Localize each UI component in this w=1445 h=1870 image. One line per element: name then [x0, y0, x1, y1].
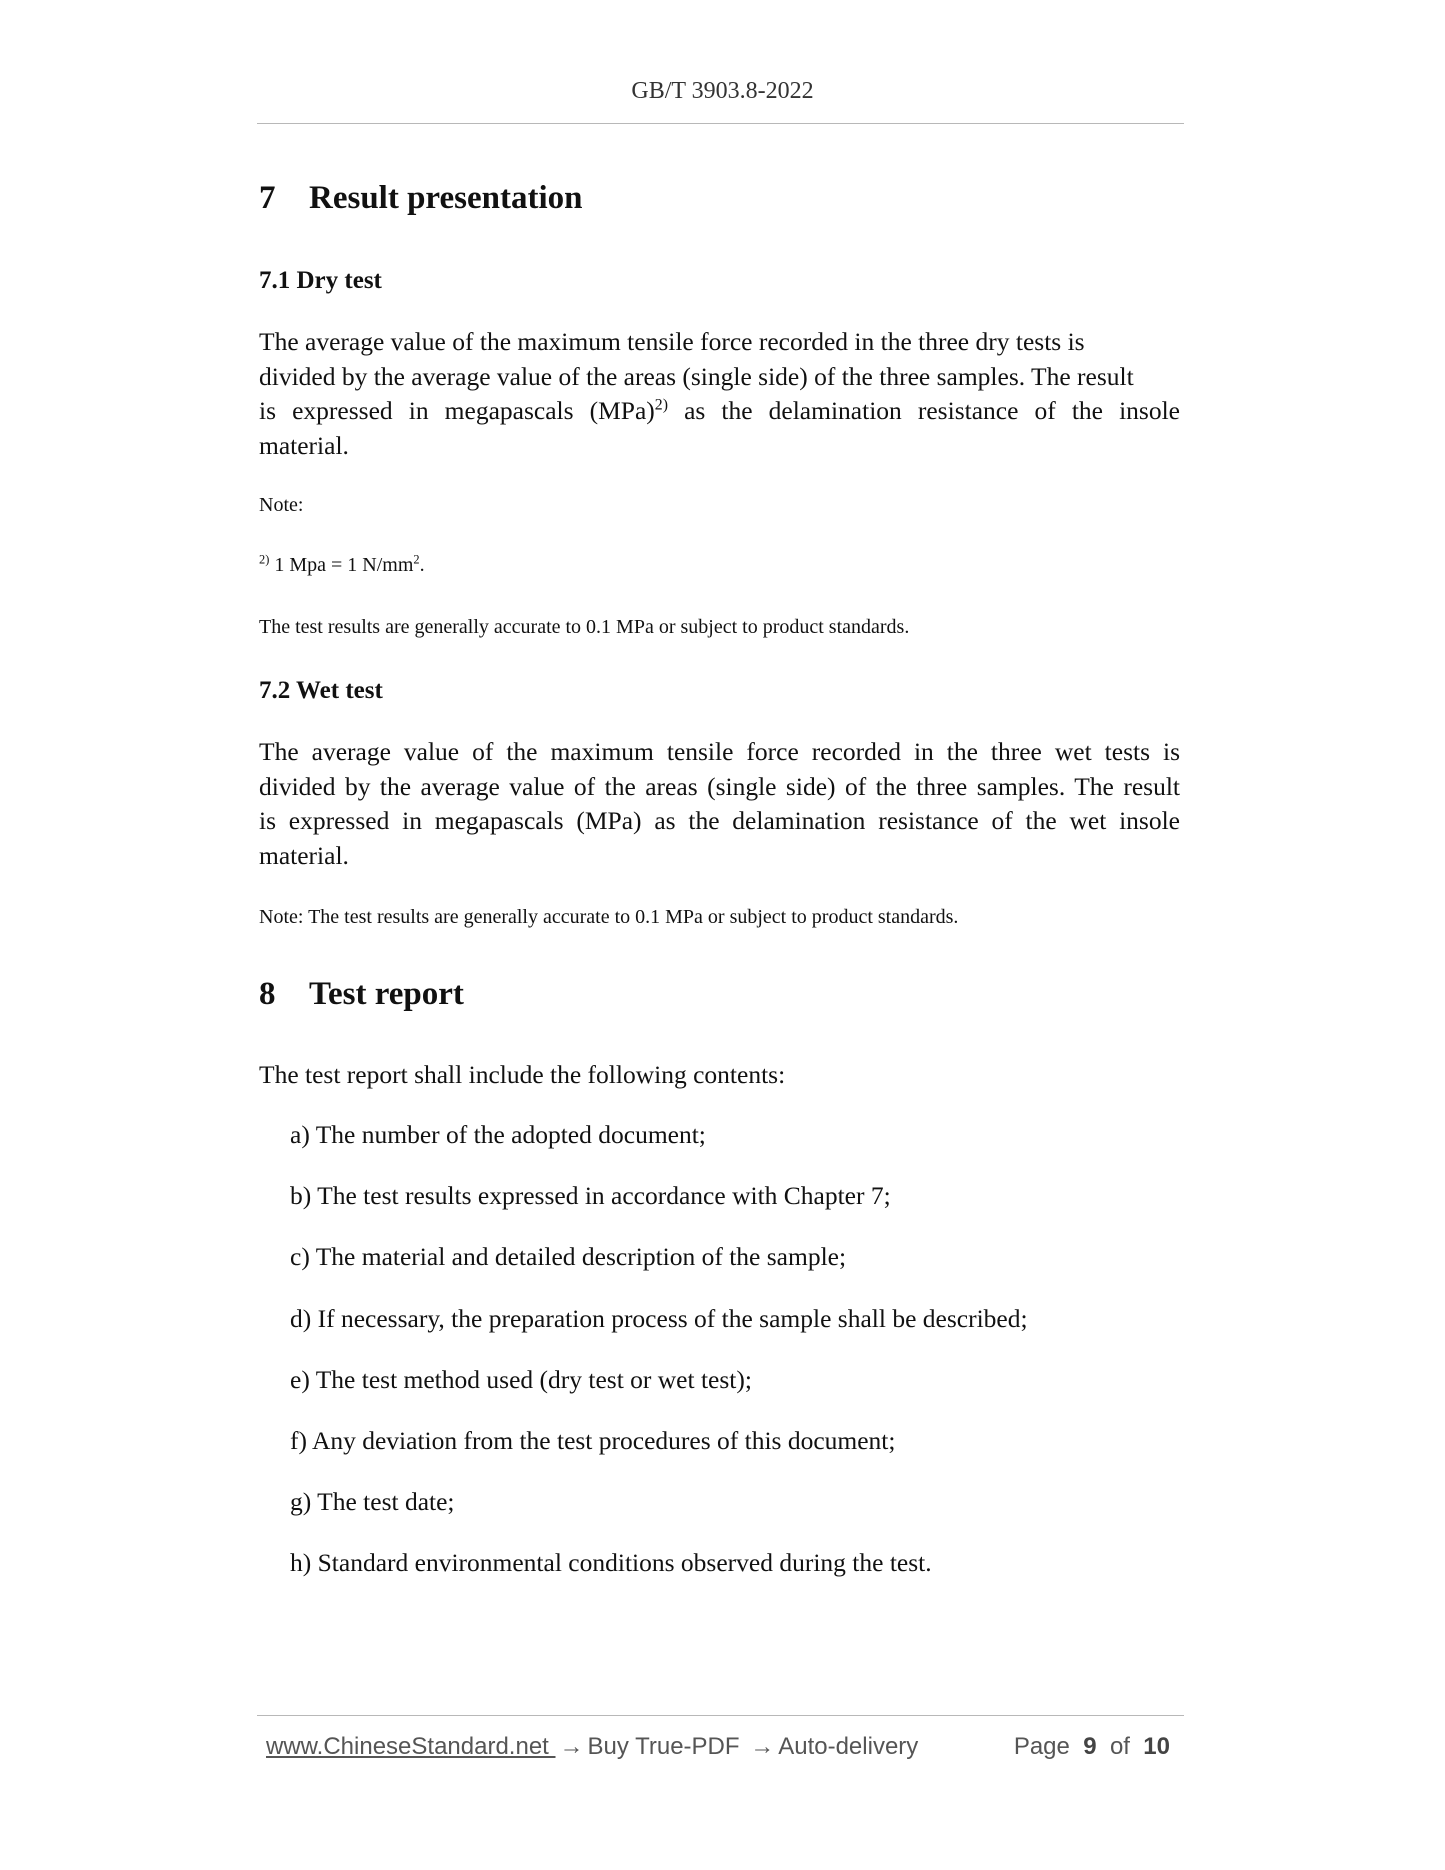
page-total: 10 [1143, 1733, 1170, 1760]
dry-para-line-3 [259, 394, 1180, 429]
section-7-title: Result presentation [309, 180, 583, 216]
page-footer [266, 1733, 1176, 1761]
footnote-2 [259, 554, 425, 577]
footnote-exponent: 2 [413, 552, 420, 567]
section-8-title: Test report [309, 976, 464, 1012]
wet-para-line-2: divided by the average value of the areas (single side) of the three samples. The result [259, 771, 1180, 801]
footer-rule [257, 1715, 1184, 1716]
subsection-7-1-title: 7.1 Dry test [259, 267, 382, 294]
dry-para-line-1: The average value of the maximum tensile force recorded in the three dry tests is [259, 327, 1085, 356]
section-7-number: 7 [259, 180, 276, 216]
note-label: Note: [259, 494, 304, 516]
footnote-text: 1 Mpa = 1 N/mm [269, 554, 414, 576]
auto-delivery-text: Auto-delivery [778, 1733, 919, 1760]
list-item-a: a) The number of the adopted document; [290, 1120, 706, 1149]
dry-para-line-3a: is expressed in megapascals (MPa) [259, 396, 655, 425]
dry-accuracy-note: The test results are generally accurate to 0.1 MPa or subject to product standards. [259, 616, 910, 638]
dry-para-line-4: material. [259, 430, 349, 460]
wet-para-line-3: is expressed in megapascals (MPa) as the delamination resistance of the wet insole [259, 806, 1180, 835]
dry-test-paragraph [259, 325, 1180, 463]
subsection-7-2-title: 7.2 Wet test [259, 677, 383, 704]
page-indicator [1014, 1733, 1170, 1761]
section-8-heading [259, 976, 464, 1013]
running-header: GB/T 3903.8-2022 [631, 78, 814, 104]
site-link[interactable]: www.ChineseStandard.net [266, 1733, 556, 1760]
page-label: Page [1013, 1733, 1070, 1760]
header-rule [257, 123, 1184, 124]
list-item-f: f) Any deviation from the test procedures of this document; [290, 1426, 896, 1455]
list-item-e: e) The test method used (dry test or wet test); [290, 1365, 752, 1394]
arrow-right-icon: → [559, 1733, 584, 1760]
of-label: of [1109, 1733, 1130, 1760]
wet-para-line-4: material. [259, 840, 349, 870]
section-8-number: 8 [259, 976, 276, 1012]
page-number: 9 [1083, 1733, 1097, 1760]
list-item-b: b) The test results expressed in accordance with Chapter 7; [290, 1181, 891, 1210]
footnote-mark: 2) [259, 552, 270, 567]
list-item-h: h) Standard environmental conditions observed during the test. [290, 1548, 932, 1577]
test-report-intro: The test report shall include the following contents: [259, 1060, 786, 1089]
wet-test-paragraph [259, 735, 1180, 873]
section-7-heading [259, 180, 582, 217]
list-item-d: d) If necessary, the preparation process of the sample shall be described; [290, 1304, 1028, 1333]
list-item-c: c) The material and detailed description of the sample; [290, 1242, 847, 1271]
footnote-ref-2: 2) [654, 396, 668, 414]
dry-para-line-3b: as the delamination resistance of the insole [667, 396, 1181, 425]
dry-para-line-2: divided by the average value of the areas (single side) of the three samples. The result [259, 361, 1134, 391]
wet-accuracy-note: Note: The test results are generally accurate to 0.1 MPa or subject to product standards. [259, 906, 959, 928]
arrow-right-icon: → [750, 1733, 775, 1760]
wet-para-line-1: The average value of the maximum tensile force recorded in the three wet tests is [259, 737, 1180, 766]
list-item-g: g) The test date; [290, 1487, 455, 1516]
buy-true-pdf-text: Buy True-PDF [587, 1733, 740, 1760]
footnote-end: . [419, 554, 425, 576]
